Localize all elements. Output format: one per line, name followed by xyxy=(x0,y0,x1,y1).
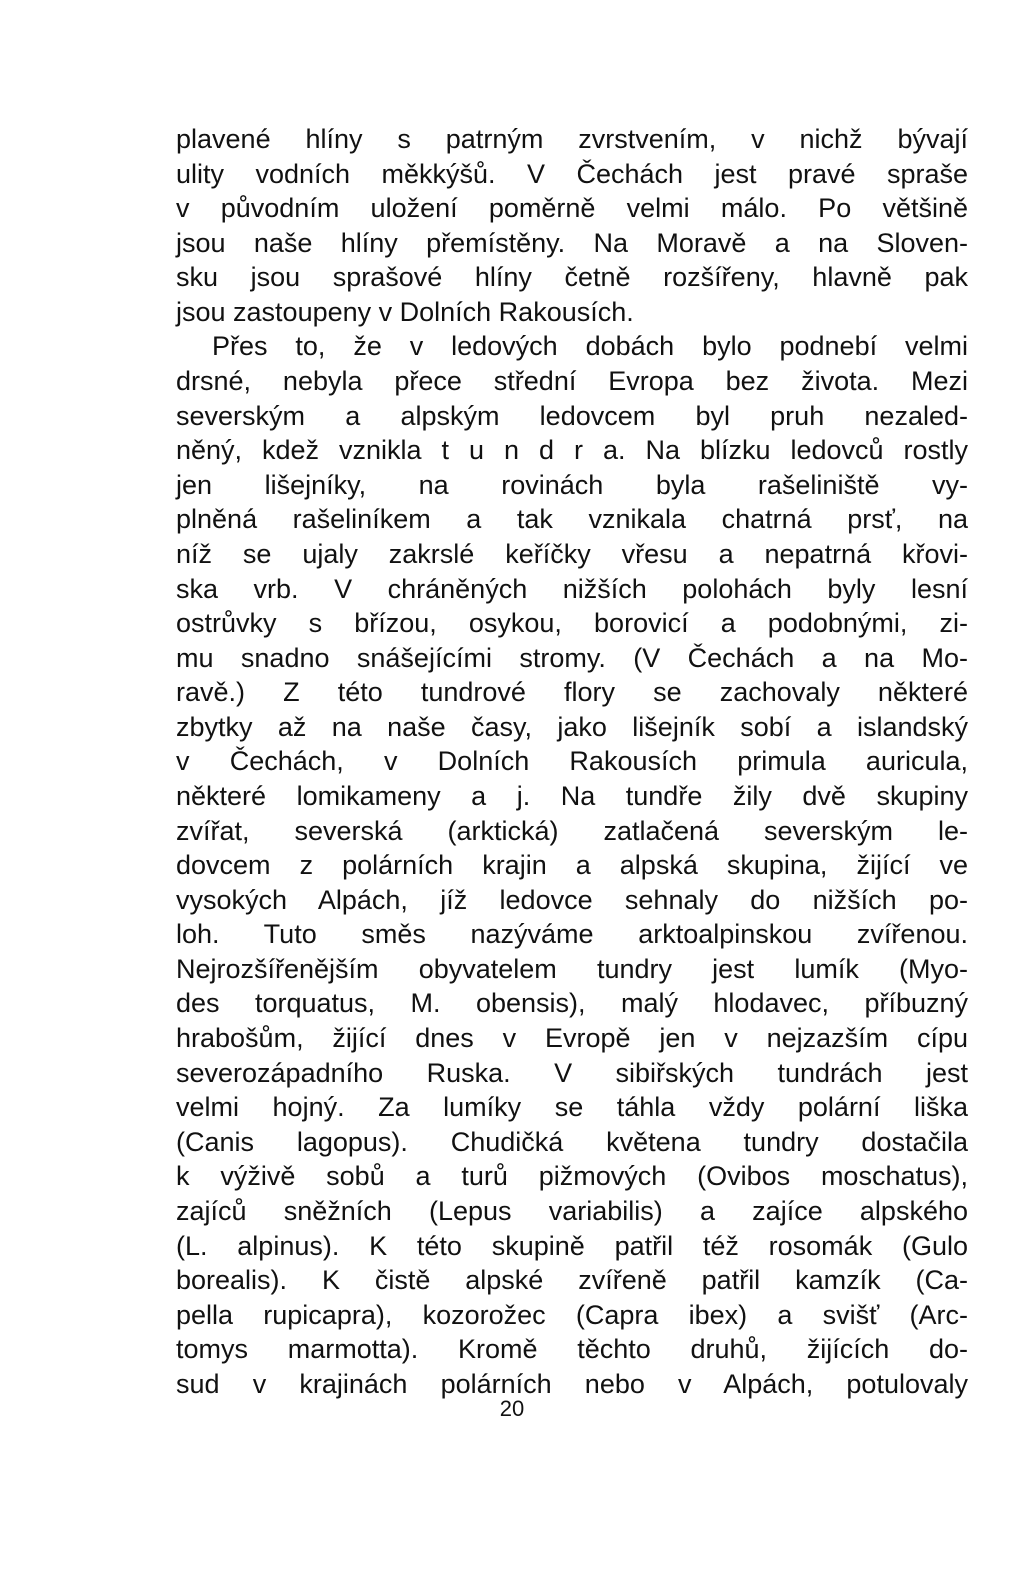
text-line: Přes to, že v ledových dobách bylo podnebí velmi xyxy=(212,331,968,362)
text-line: některé lomikameny a j. Na tundře žily dvě skupiny xyxy=(176,780,968,811)
text-line: ulity vodních měkkýšů. V Čechách jest pravé spraše xyxy=(176,158,968,189)
text-line: velmi hojný. Za lumíky se táhla vždy polární liška xyxy=(176,1092,968,1123)
text-line: sud v krajinách polárních nebo v Alpách, potulovaly xyxy=(176,1368,968,1399)
text-line: severským a alpským ledovcem byl pruh nezaled- xyxy=(176,400,968,431)
text-line: tomys marmotta). Kromě těchto druhů, žijících do- xyxy=(176,1334,968,1365)
text-line: plavené hlíny s patrným zvrstvením, v nichž bývají xyxy=(176,124,968,154)
text-line: (L. alpinus). K této skupině patřil též rosomák (Gulo xyxy=(176,1230,968,1261)
body-text xyxy=(176,122,968,1401)
text-line: něný, kdež vznikla t u n d r a. Na blízku ledovců rostly xyxy=(176,435,968,466)
text-line: v Čechách, v Dolních Rakousích primula auricula, xyxy=(176,746,968,777)
text-line: ska vrb. V chráněných nižších polohách byly lesní xyxy=(176,573,968,604)
text-line: mu snadno snášejícími stromy. (V Čechách a na Mo- xyxy=(176,642,968,673)
text-line: (Canis lagopus). Chudičká květena tundry dostačila xyxy=(176,1126,968,1157)
text-line: zbytky až na naše časy, jako lišejník sobí a islandský xyxy=(176,711,968,742)
text-line: níž se ujaly zakrslé keříčky vřesu a nepatrná křovi- xyxy=(176,538,968,569)
text-line: zvířat, severská (arktická) zatlačená severským le- xyxy=(176,815,968,846)
text-line: borealis). K čistě alpské zvířeně patřil kamzík (Ca- xyxy=(176,1265,968,1296)
text-line: k výživě sobů a turů pižmových (Ovibos moschatus), xyxy=(176,1161,968,1192)
text-line: jsou zastoupeny v Dolních Rakousích. xyxy=(176,296,634,327)
text-line: jen lišejníky, na rovinách byla rašeliniště vy- xyxy=(176,469,968,500)
text-line: hrabošům, žijící dnes v Evropě jen v nejzazším cípu xyxy=(176,1023,968,1054)
text-line: dovcem z polárních krajin a alpská skupina, žijící ve xyxy=(176,850,968,881)
text-line: drsné, nebyla přece střední Evropa bez života. Mezi xyxy=(176,366,968,397)
text-line: Nejrozšířenějším obyvatelem tundry jest lumík (Myo- xyxy=(176,953,968,984)
text-line: v původním uložení poměrně velmi málo. Po většině xyxy=(176,193,968,224)
text-line: plněná rašeliníkem a tak vznikala chatrná prsť, na xyxy=(176,504,968,535)
text-line: ravě.) Z této tundrové flory se zachovaly některé xyxy=(176,677,968,708)
text-line: vysokých Alpách, jíž ledovce sehnaly do nižších po- xyxy=(176,884,968,915)
text-line: zajíců sněžních (Lepus variabilis) a zajíce alpského xyxy=(176,1195,968,1226)
page-number: 20 xyxy=(499,1396,525,1421)
text-line: severozápadního Ruska. V sibiřských tundrách jest xyxy=(176,1057,968,1088)
text-line: pella rupicapra), kozorožec (Capra ibex) a svišť (Arc- xyxy=(176,1299,968,1330)
text-line: ostrůvky s břízou, osykou, borovicí a podobnými, zi- xyxy=(176,608,968,639)
text-line: des torquatus, M. obensis), malý hlodavec, příbuzný xyxy=(176,988,968,1019)
text-line: jsou naše hlíny přemístěny. Na Moravě a na Sloven- xyxy=(176,227,968,258)
text-line: loh. Tuto směs nazýváme arktoalpinskou zvířenou. xyxy=(176,919,968,950)
text-line: sku jsou sprašové hlíny četně rozšířeny, hlavně pak xyxy=(176,262,968,293)
